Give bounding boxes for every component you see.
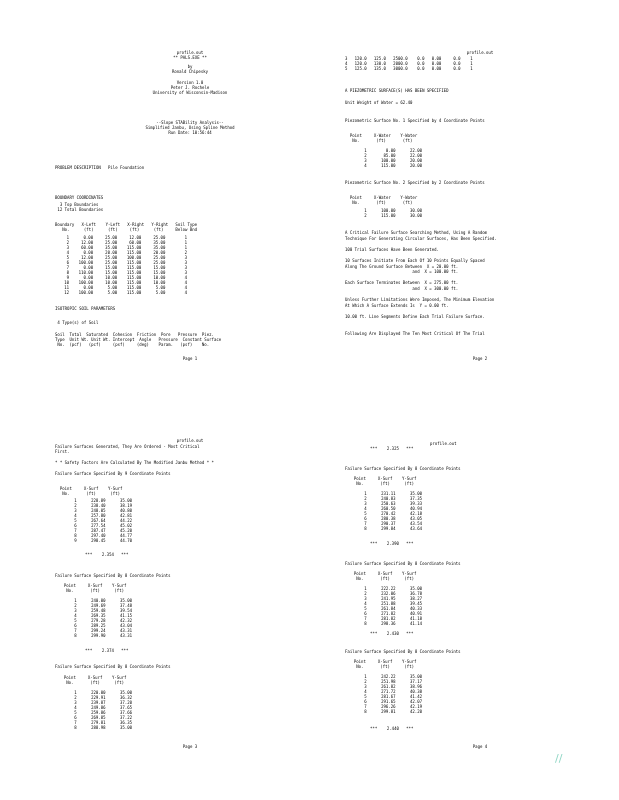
surface-heading: Failure Surface Specified By 8 Coordinate Points [55,664,171,669]
table-row: 7 287.47 45.20 [67,528,133,533]
text-line: profile.out [176,438,204,443]
table-row: 6 280.38 43.05 [357,516,423,521]
table-row: 4 257.80 42.81 [67,513,133,518]
table-row: 5 259.86 37.66 [67,710,133,715]
text-line: Piezometric Surface No. 2 Specified by 2 Coordinate Points [345,180,485,185]
table-row: 3 261.82 38.96 [357,684,423,689]
table-row: 4 269.35 41.15 [67,613,133,618]
text-line: Boundary X-Left Y-Left X-Right Y-Right Soil Type [55,222,198,227]
table-row: 6 100.00 25.00 115.00 25.00 3 [57,260,188,265]
text-line: * * Safety Factors Are Calculated By The Modified Janbu Method * * [55,460,214,465]
text-line: Each Surface Terminates Between X = 275.00 ft. [345,280,459,286]
page-footer: Page 2 [472,356,488,361]
table-row: 5 281.67 41.42 [357,694,423,699]
text-line: At Which A Surface Extends Is Y = 0.00 ft. [345,302,449,308]
page-1 [55,50,325,370]
table-row: 6 291.65 42.07 [357,699,423,704]
table-row: 1 242.22 35.00 [357,674,423,679]
table-row: 5 267.64 44.22 [67,518,133,523]
surface-table-2 [357,586,422,626]
text-line: 5 125.0 135.0 3000.0 0.0 0.00 0.0 1 [345,66,473,71]
table-row: 7 0.00 15.00 115.00 15.00 3 [57,265,188,270]
text-line: 4 120.0 130.0 2000.0 0.0 0.00 0.0 1 [345,61,473,66]
text-line: and X = 300.00 ft. [345,286,459,291]
text-line: 10.00 ft. Line Segments Define Each Trial Failure Surface. [345,314,485,319]
table-row: 4 251.88 39.45 [357,601,423,606]
text-line: A PIEZOMETRIC SURFACE(S) HAS BEEN SPECIFIED [345,88,449,93]
page-4 [345,438,615,758]
text-line: First. [55,449,70,454]
table-row: 6 289.25 43.04 [67,623,133,628]
surface-table-3 [357,674,422,714]
table-row: 8 288.98 35.00 [67,725,133,730]
page-3 [55,438,325,758]
table-row: 1 220.00 35.00 [67,690,133,695]
table-row: 1 231.11 35.00 [357,491,423,496]
table-row: 2 238.40 38.19 [67,503,133,508]
table-header: Point X-Surf Y-Surf No. (ft) (ft) [353,659,417,669]
text-line: Point X-Water Y-Water [345,133,418,138]
text-line: Unit Weight of Water = 62.40 [345,100,413,105]
table-row: 1 0.00 25.00 12.00 25.00 1 [57,235,188,240]
safety-factor: *** 2.430 *** [370,631,414,636]
text-line: 12 Total Boundaries [55,207,104,212]
table-row: 5 270.42 42.18 [357,511,423,516]
text-line: ** PALS.EXE ** [173,55,207,60]
table-row: 2 85.00 22.00 [357,153,423,158]
text-line: Failure Surface Specified By 9 Coordinate Points [55,471,171,476]
page-footer: Page 3 [182,744,198,749]
safety-factor: *** 2.354 *** [85,552,129,557]
table-row: 7 290.37 43.54 [357,521,423,526]
table-row: 3 250.63 39.33 [357,501,423,506]
table-row: 1 0.00 22.00 [357,148,423,153]
table-row: 4 115.00 20.00 [357,163,423,168]
text-line: 10 Surfaces Initiate From Each Of 10 Points Equally Spaced [345,258,485,263]
table-row: 1 228.89 35.00 [67,498,133,503]
table-row: 5 261.84 40.33 [357,606,423,611]
text-line: Along The Ground Surface Between X = 20.00 ft. [345,263,459,269]
table-row: 2 232.06 36.78 [357,591,423,596]
table-header: Point X-Surf Y-Surf No. (ft) (ft) [63,675,127,685]
text-line: Failure Surfaces Generated, They Are Ordered - Most Critical [55,444,200,449]
text-line: 100 Trial Surfaces Have Been Generated. [345,246,439,252]
table-row: 7 281.82 41.18 [357,616,423,621]
text-line: Technique For Generating Circular Surfaces, Has Been Specified. [345,235,497,241]
file-name: profile.out [430,441,457,446]
surface-table-1 [357,491,422,531]
surface-heading: Failure Surface Specified By 8 Coordinate Points [345,561,461,566]
text-line: profile.out [176,50,204,55]
surface-heading: Failure Surface Specified By 8 Coordinate Points [345,466,461,471]
table-row: 3 100.00 20.00 [357,158,423,163]
page-2 [345,50,615,370]
table-row: 12 100.00 5.00 115.00 5.00 4 [57,290,188,295]
table-header: Point X-Surf Y-Surf No. (ft) (ft) [353,571,417,581]
text-line: Unless Further Limitations Were Imposed, The Minimum Elevation [345,297,495,303]
safety-factor: *** 2.440 *** [370,726,414,731]
text-line: and X = 100.00 ft. [345,269,459,275]
text-line: 3 120.0 125.0 2500.0 0.0 0.00 0.0 1 [345,56,473,61]
text-line: profile.out [466,50,494,55]
text-line: PROBLEM DESCRIPTION Pile Foundation [55,165,145,170]
page-footer: Page 4 [472,744,488,749]
table-row: 8 110.00 15.00 115.00 15.00 3 [57,270,188,275]
table-row: 6 271.82 40.91 [357,611,423,616]
table-row: 2 229.91 36.32 [67,695,133,700]
text-line: No. (ft) (ft) [345,138,413,143]
table-row: 7 279.81 36.35 [67,720,133,725]
text-line: Soil Total Saturated Cohesion Friction Pore Pressure Piez. [55,332,214,337]
text-line: Following Are Displayed The Ten Most Critical Of The Trial [345,330,485,336]
text-line: Piezometric Surface No. 1 Specified by 4 Coordinate Points [345,118,485,123]
text-line: University of Wisconsin-Madison [152,90,228,95]
table-row: 4 260.50 40.94 [357,506,423,511]
text-line: Type Unit Wt. Unit Wt. Intercept Angle Pressure Constant Surface [55,337,222,342]
table-row: 8 299.90 43.31 [67,633,133,638]
safety-factor: *** 2.390 *** [370,541,414,546]
table-row: 8 299.81 42.20 [357,709,423,714]
table-row: 4 271.72 40.38 [357,689,423,694]
text-line: No. (pcf) (pcf) (psf) (deg) Param. (psf) No. [55,342,210,347]
table-row: 2 240.83 37.35 [357,496,423,501]
piezometric-table-2 [357,208,422,218]
text-line: No. (ft) (ft) [55,491,121,496]
table-row: 2 115.00 30.00 [357,213,423,218]
surface-heading: Failure Surface Specified By 8 Coordinate Points [345,649,461,654]
text-line: Run Date: 10:56:44 [168,130,212,135]
text-line: Peter J. Rochele [170,85,210,90]
table-row: 5 279.28 42.32 [67,618,133,623]
table-row: 9 0.00 10.00 115.00 10.00 4 [57,275,188,280]
text-line: 4 Type(s) of Soil [55,320,99,325]
table-row: 8 298.36 41.14 [357,621,423,626]
text-line: ISOTROPIC SOIL PARAMETERS [55,306,116,311]
text-line: No. (ft) (ft) (ft) (ft) Below Bnd [55,227,198,232]
surface-heading: Failure Surface Specified By 8 Coordinate Points [55,573,171,578]
table-row: 3 60.00 35.00 115.00 35.00 1 [57,245,188,250]
text-line: by [187,64,193,69]
table-row: 9 298.45 44.70 [67,538,133,543]
table-header: Point X-Surf Y-Surf No. (ft) (ft) [63,583,127,593]
table-row: 2 249.69 37.48 [67,603,133,608]
boundary-table [57,235,187,295]
surface-table-2 [67,598,132,638]
text-line: Simplified Janbu, Using Spline Method [145,125,235,130]
piezometric-table-1 [357,148,422,168]
safety-factor: *** 2.325 *** [370,446,414,451]
table-row: 3 241.95 38.27 [357,596,423,601]
table-row: 8 299.84 43.64 [357,526,423,531]
text-line: A Critical Failure Surface Searching Method, Using A Random [345,230,488,235]
text-line: Ronald Chipesky [171,69,209,74]
table-row: 1 240.00 35.00 [67,598,133,603]
text-line: No. (ft) (ft) [345,200,413,205]
table-row: 4 249.86 37.65 [67,705,133,710]
surface-table-1 [67,498,132,543]
text-line: 3 Top Boundaries [55,202,99,207]
table-row: 1 100.00 30.00 [357,208,423,213]
text-line: Point X-Water Y-Water [345,195,418,200]
table-row: 1 222.22 35.00 [357,586,423,591]
table-row: 2 12.00 25.00 60.00 35.00 1 [57,240,188,245]
table-row: 7 296.26 42.19 [357,704,423,709]
table-header: Point X-Surf Y-Surf No. (ft) (ft) [353,476,417,486]
table-row: 6 277.54 45.02 [67,523,133,528]
table-row: 8 297.40 44.77 [67,533,133,538]
table-row: 10 100.00 10.00 115.00 10.00 4 [57,280,188,285]
text-line: Version 1.0 [176,80,204,85]
table-row: 4 0.00 20.00 115.00 20.00 2 [57,250,188,255]
table-row: 2 251.98 37.17 [357,679,423,684]
table-row: 5 12.00 25.00 100.00 25.00 3 [57,255,188,260]
table-row: 11 0.00 5.00 115.00 5.00 4 [57,285,188,290]
table-row: 3 248.05 40.80 [67,508,133,513]
table-row: 3 259.48 39.54 [67,608,133,613]
page-footer: Page 1 [182,356,198,361]
surface-table-3 [67,690,132,730]
text-line: BOUNDARY COORDINATES [55,195,104,200]
safety-factor: *** 2.374 *** [85,648,129,653]
table-row: 7 299.24 43.31 [67,628,133,633]
table-row: 3 239.87 37.20 [67,700,133,705]
text-line: --Slope STABility Analysis-- [156,120,224,125]
watermark-mark: // [555,752,563,765]
table-row: 6 269.85 37.22 [67,715,133,720]
text-line: Point X-Surf Y-Surf [55,486,123,491]
